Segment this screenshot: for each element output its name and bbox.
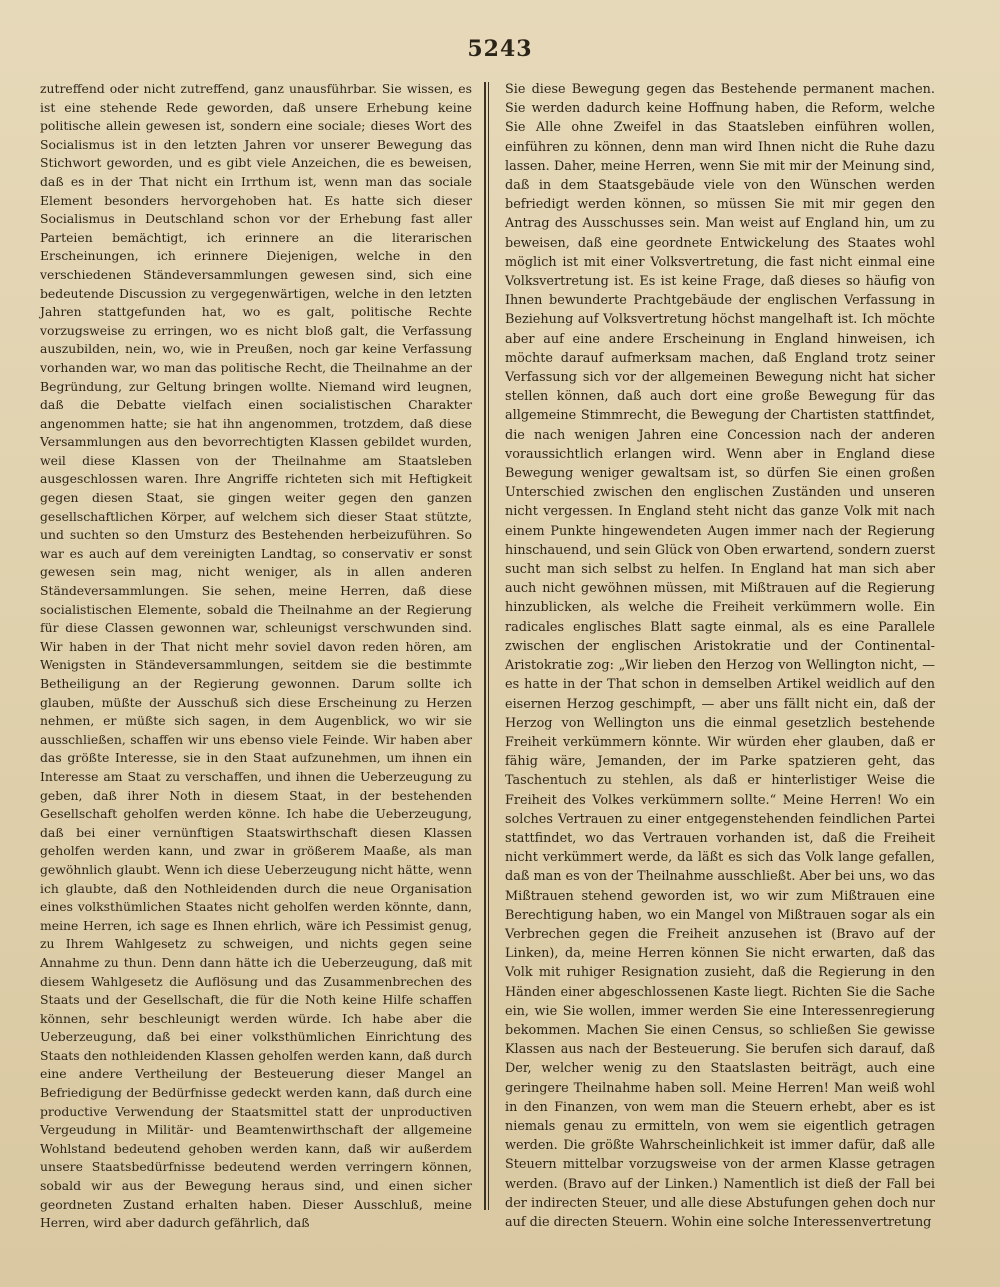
column-divider <box>484 82 486 1210</box>
left-column-text: zutreffend oder nicht zutreffend, ganz unausführbar. Sie wissen, es ist eine stehende Rede geworden, daß unsere Erhebung keine politische allein gewesen ist, sondern eine sociale; dieses Wort des Socialismus ist in den letzten Jahren vor unserer Bewegung das Stichwort geworden, und es gibt viele Anzeichen, die es beweisen, daß es in der That nicht ein Irrthum ist, wenn man das sociale Element besonders hervorgehoben hat. Es hatte sich dieser Socialismus in Deutschland schon vor der Erhebung fast aller Parteien bemächtigt, ich erinnere an die literarischen Erscheinungen, ich erinnere Diejenigen, welche in den verschiedenen Ständeversammlungen gewesen sind, sich eine bedeutende Discussion zu vergegenwärtigen, welche in den letzten Jahren stattgefunden hat, wo es galt, politische Rechte vorzugsweise zu erringen, wo es nicht bloß galt, die Verfassung auszubilden, nein, wo, wie in Preußen, noch gar keine Verfassung vorhanden war, wo man das politische Recht, die Theilnahme an der Begründung, zur Geltung bringen wollte. Niemand wird leugnen, daß die Debatte vielfach einen socialistischen Charakter angenommen hatte; sie hat ihn angenommen, trotzdem, daß diese Versammlungen aus den bevorrechtigten Klassen gebildet wurden, weil diese Klassen von der Theilnahme am Staatsleben ausgeschlossen waren. Ihre Angriffe richteten sich mit Heftigkeit gegen diesen Staat, sie gingen weiter gegen den ganzen gesellschaftlichen Körper, auf welchem sich dieser Staat stützte, und suchten so den Umsturz des Bestehenden herbeizuführen. So war es auch auf dem vereinigten Landtag, so conservativ er sonst gewesen sein mag, nicht weniger, als in allen anderen Ständeversammlungen. Sie sehen, meine Herren, daß diese socialistischen Elemente, sobald die Theilnahme an der Regierung für diese Classen gewonnen war, schleunigst verschwunden sind. Wir haben in der That nicht mehr soviel davon reden hören, am Wenigsten in Ständeversammlungen, seitdem sie die bestimmte Betheiligung an der Regierung gewonnen. Darum sollte ich glauben, müßte der Ausschuß sich diese Erscheinung zu Herzen nehmen, er müßte sich sagen, in dem Augenblick, wo wir sie ausschließen, schaffen wir uns ebenso viele Feinde. Wir haben aber das größte Interesse, sie in den Staat aufzunehmen, um ihnen ein Interesse am Staat zu verschaffen, und ihnen die Ueberzeugung zu geben, daß ihrer Noth in diesem Staat, in der bestehenden Gesellschaft geholfen werden könne. Ich habe die Ueberzeugung, daß bei einer vernünftigen Staatswirthschaft diesen Klassen geholfen werden kann, und zwar in größerem Maaße, als man gewöhnlich glaubt. Wenn ich diese Ueberzeugung nicht hätte, wenn ich glaubte, daß den Nothleidenden durch die neue Organisation eines volksthümlichen Staates nicht geholfen werden könnte, dann, meine Herren, ich sage es Ihnen ehrlich, wäre ich Pessimist genug, zu Ihrem Wahlgesetz zu schweigen, und nichts gegen seine Annahme zu thun. Denn dann hätte ich die Ueberzeugung, daß mit diesem Wahlgesetz die Auflösung und das Zusammenbrechen des Staats und der Gesellschaft, die für die Noth keine Hilfe schaffen können, sehr beschleunigt werden würde. Ich habe aber die Ueberzeugung, daß bei einer volksthümlichen Einrichtung des Staats den nothleidenden Klassen geholfen werden kann, daß durch eine andere Vertheilung der Besteuerung dieser Mangel an Befriedigung der Bedürfnisse gedeckt werden kann, daß durch eine productive Verwendung der Staatsmittel statt der unproductiven Vergeudung in Militär- und Beamtenwirthschaft der allgemeine Wohlstand bedeutend gehoben werden kann, daß wir außerdem unsere Staatsbedürfnisse bedeutend werden verringern können, sobald wir aus der Bewegung heraus sind, und einen sicher geordneten Zustand erhalten haben. Dieser Ausschluß, meine Herren, wird aber dadurch gefährlich, daß <box>40 81 472 1231</box>
left-text-column <box>40 80 472 1270</box>
right-column-text: Sie diese Bewegung gegen das Bestehende permanent machen. Sie werden dadurch keine Hoffnung haben, die Reform, welche Sie Alle ohne Zweifel in das Staatsleben einführen wollen, einführen zu können, denn man wird Ihnen nicht die Ruhe dazu lassen. Daher, meine Herren, wenn Sie mit mir der Meinung sind, daß in dem Staatsgebäude viele von den Wünschen werden befriedigt werden können, so müssen Sie mit mir gegen den Antrag des Ausschusses sein. Man weist auf England hin, um zu beweisen, daß eine geordnete Entwickelung des Staates wohl möglich ist mit einer Volksvertretung, die fast nicht einmal eine Volksvertretung ist. Es ist keine Frage, daß dieses so häufig von Ihnen bewunderte Prachtgebäude der englischen Verfassung in Beziehung auf Volksvertretung höchst mangelhaft ist. Ich möchte aber auf eine andere Erscheinung in England hinweisen, ich möchte darauf aufmerksam machen, daß England trotz seiner Verfassung sich vor der allgemeinen Bewegung nicht hat sicher stellen können, daß auch dort eine große Bewegung für das allgemeine Stimmrecht, die Bewegung der Chartisten stattfindet, die nach wenigen Jahren eine Concession nach der anderen voraussichtlich erlangen wird. Wenn aber in England diese Bewegung weniger gewaltsam ist, so dürfen Sie einen großen Unterschied zwischen den englischen Zuständen und unseren nicht vergessen. In England steht nicht das ganze Volk mit nach einem Punkte hingewendeten Augen immer nach der Regierung hinschauend, und sein Glück von Oben erwartend, sondern zuerst sucht man sich selbst zu helfen. In England hat man sich aber auch nicht gewöhnen müssen, mit Mißtrauen auf die Regierung hinzublicken, als welche die Freiheit verkümmern wolle. Ein radicales englisches Blatt sagte einmal, als es eine Parallele zwischen der englischen Aristokratie und der Continental-Aristokratie zog: „Wir lieben den Herzog von Wellington nicht, — es hatte in der That schon in demselben Artikel weidlich auf den eisernen Herzog geschimpft, — aber uns fällt nicht ein, daß der Herzog von Wellington uns die einmal gesetzlich bestehende Freiheit verkümmern könnte. Wir würden eher glauben, daß er fähig wäre, Jemanden, der im Parke spatzieren geht, das Taschentuch zu stehlen, als daß er hinterlistiger Weise die Freiheit des Volkes verkümmern sollte.“ Meine Herren! Wo ein solches Vertrauen zu einer entgegenstehenden feindlichen Partei stattfindet, wo das Vertrauen vorhanden ist, daß die Freiheit nicht verkümmert werde, da läßt es sich das Volk lange gefallen, daß man es von der Theilnahme ausschließt. Aber bei uns, wo das Mißtrauen stehend geworden ist, wo wir zum Mißtrauen eine Berechtigung haben, wo ein Mangel von Mißtrauen sogar als ein Verbrechen gegen die Freiheit anzusehen ist (Bravo auf der Linken), da, meine Herren können Sie nicht erwarten, daß das Volk mit ruhiger Resignation zusieht, daß die Regierung in den Händen einer abgeschlossenen Kaste liegt. Richten Sie die Sache ein, wie Sie wollen, immer werden Sie eine Interessenregierung bekommen. Machen Sie einen Census, so schließen Sie gewisse Klassen aus nach der Besteuerung. Sie berufen sich darauf, daß Der, welcher wenig zu den Staatslasten beiträgt, auch eine geringere Theilnahme haben soll. Meine Herren! Man weiß wohl in den Finanzen, von wem man die Steuern erhebt, aber es ist niemals genau zu ermitteln, von wem sie eigentlich getragen werden. Die größte Wahrscheinlichkeit ist immer dafür, daß alle Steuern mittelbar vorzugsweise von der armen Klasse getragen werden. (Bravo auf der Linken.) Namentlich ist dieß der Fall bei der indirecten Steuer, und alle diese Abstufungen gehen doch nur auf die directen Steuern. Wohin eine solche Interessenvertretung <box>505 82 935 1230</box>
column-divider-thin <box>488 82 489 1210</box>
right-text-column <box>505 80 935 1270</box>
page-number: 5243 <box>467 36 533 62</box>
